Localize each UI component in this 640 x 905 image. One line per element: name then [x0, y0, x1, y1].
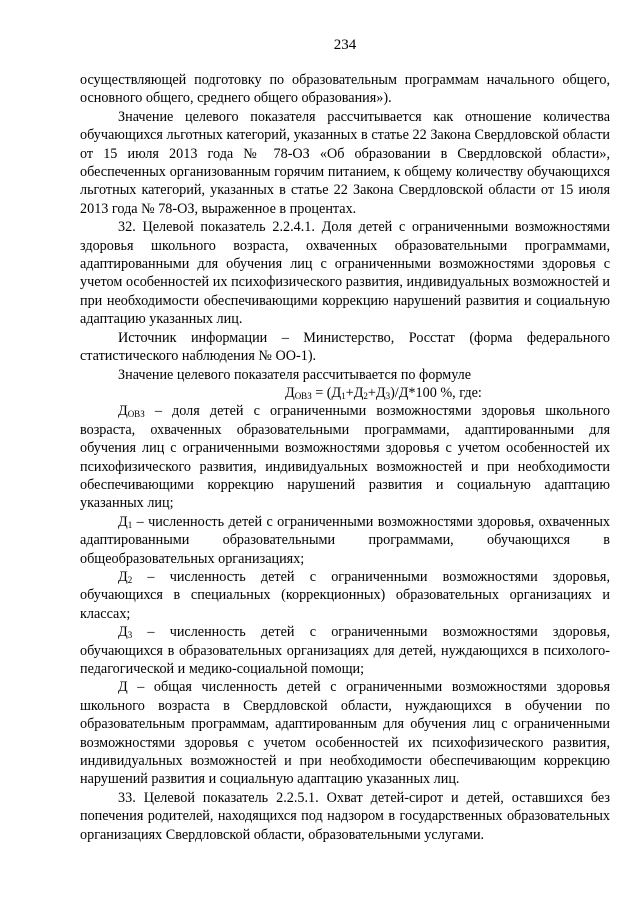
formula-sub-1: 1	[341, 390, 346, 401]
paragraph-continuation: осуществляющей подготовку по образовательным программам начального общего, основного общего, среднего общего образования»).	[80, 72, 610, 107]
paragraph-indicator-32: 32. Целевой показатель 2.2.4.1. Доля детей с ограниченными возможностями здоровья школьного возраста, охваченных образовательными программами, адаптированными для обучения лиц с ограниченными возможностями здоровья с учетом особенностей их психофизического развития, индивидуальных возможностей и при необходимости обеспечивающими коррекцию нарушений развития и социальную адаптацию указанных лиц.	[80, 219, 610, 328]
formula-eq: = (Д	[311, 384, 342, 401]
definition-d3	[80, 623, 610, 678]
definition-d1	[80, 513, 610, 568]
page-number: 234	[333, 37, 357, 53]
formula-lhs-subscript: ОВЗ	[294, 390, 312, 401]
definition-d-total: Д – общая численность детей с ограниченными возможностями здоровья школьного возраста в Свердловской области, нуждающихся в обучении по образовательным программам, адаптированным для обучения лиц с ограниченными возможностями здоровья с учетом особенностей их психофизического развития, индивидуальных возможностей и при необходимости обеспечивающим коррекцию нарушений развития и социальную адаптацию указанных лиц.	[80, 679, 610, 788]
formula-lhs: Д	[285, 384, 295, 401]
definition-d-ovz-subscript: ОВЗ	[127, 409, 145, 420]
paragraph-indicator-33: 33. Целевой показатель 2.2.5.1. Охват детей-сирот и детей, оставшихся без попечения родителей, находящихся под надзором в государственных образовательных организациях Свердловской области, образовательными услугами.	[80, 789, 610, 843]
paragraph-calculation-method: Значение целевого показателя рассчитывается как отношение количества обучающихся льготных категорий, указанных в статье 22 Закона Свердловской области от 15 июля 2013 года № 78-ОЗ «Об образовании в Свердловской области», обеспеченных организованным горячим питанием, к общему количеству обучающихся льготных категорий, указанных в статье 22 Закона Свердловской области от 15 июля 2013 года № 78-ОЗ, выраженное в процентах.	[80, 108, 610, 217]
definition-d3-letter: Д	[118, 624, 128, 641]
formula-sub-3: 3	[385, 390, 391, 401]
paragraph-information-source: Источник информации – Министерство, Росстат (форма федерального статистического наблюдения № ОО-1).	[80, 329, 610, 365]
definition-d1-text: – численность детей с ограниченными возможностями здоровья, охваченных адаптированными образовательными программами, обучающихся в общеобразовательных организациях;	[80, 513, 610, 567]
formula-plus-2: +Д	[367, 384, 386, 401]
definition-d1-letter: Д	[118, 513, 128, 530]
formula-tail: )/Д*100 %, где:	[390, 384, 482, 401]
formula-sub-2: 2	[363, 390, 368, 401]
definition-d2	[80, 568, 610, 623]
definition-d2-subscript: 2	[127, 574, 133, 585]
definition-d3-subscript: 3	[127, 630, 133, 641]
definition-d-ovz	[80, 402, 610, 512]
definition-d3-text: – численность детей с ограниченными возможностями здоровья, обучающихся в образовательных организациях для детей, нуждающихся в психолого-педагогической и медико-социальной помощи;	[80, 624, 610, 677]
definition-d-ovz-letter: Д	[118, 403, 128, 420]
definition-d1-subscript: 1	[127, 519, 133, 530]
document-page	[80, 36, 610, 844]
formula-plus-1: +Д	[345, 384, 364, 401]
definition-d2-letter: Д	[118, 568, 128, 585]
definition-d-ovz-text: – доля детей с ограниченными возможностями здоровья школьного возраста, охваченных образовательными программами, адаптированными для обучения лиц с ограниченными возможностями здоровья с учетом особенностей их психофизического развития, индивидуальных возможностей и при необходимости обеспечивающими коррекцию нарушений развития и социальную адаптацию указанных лиц;	[80, 403, 610, 512]
formula	[80, 384, 610, 402]
definition-d2-text: – численность детей с ограниченными возможностями здоровья, обучающихся в специальных (коррекционных) образовательных организациях и классах;	[80, 568, 610, 622]
paragraph-formula-intro: Значение целевого показателя рассчитывается по формуле	[118, 366, 472, 383]
